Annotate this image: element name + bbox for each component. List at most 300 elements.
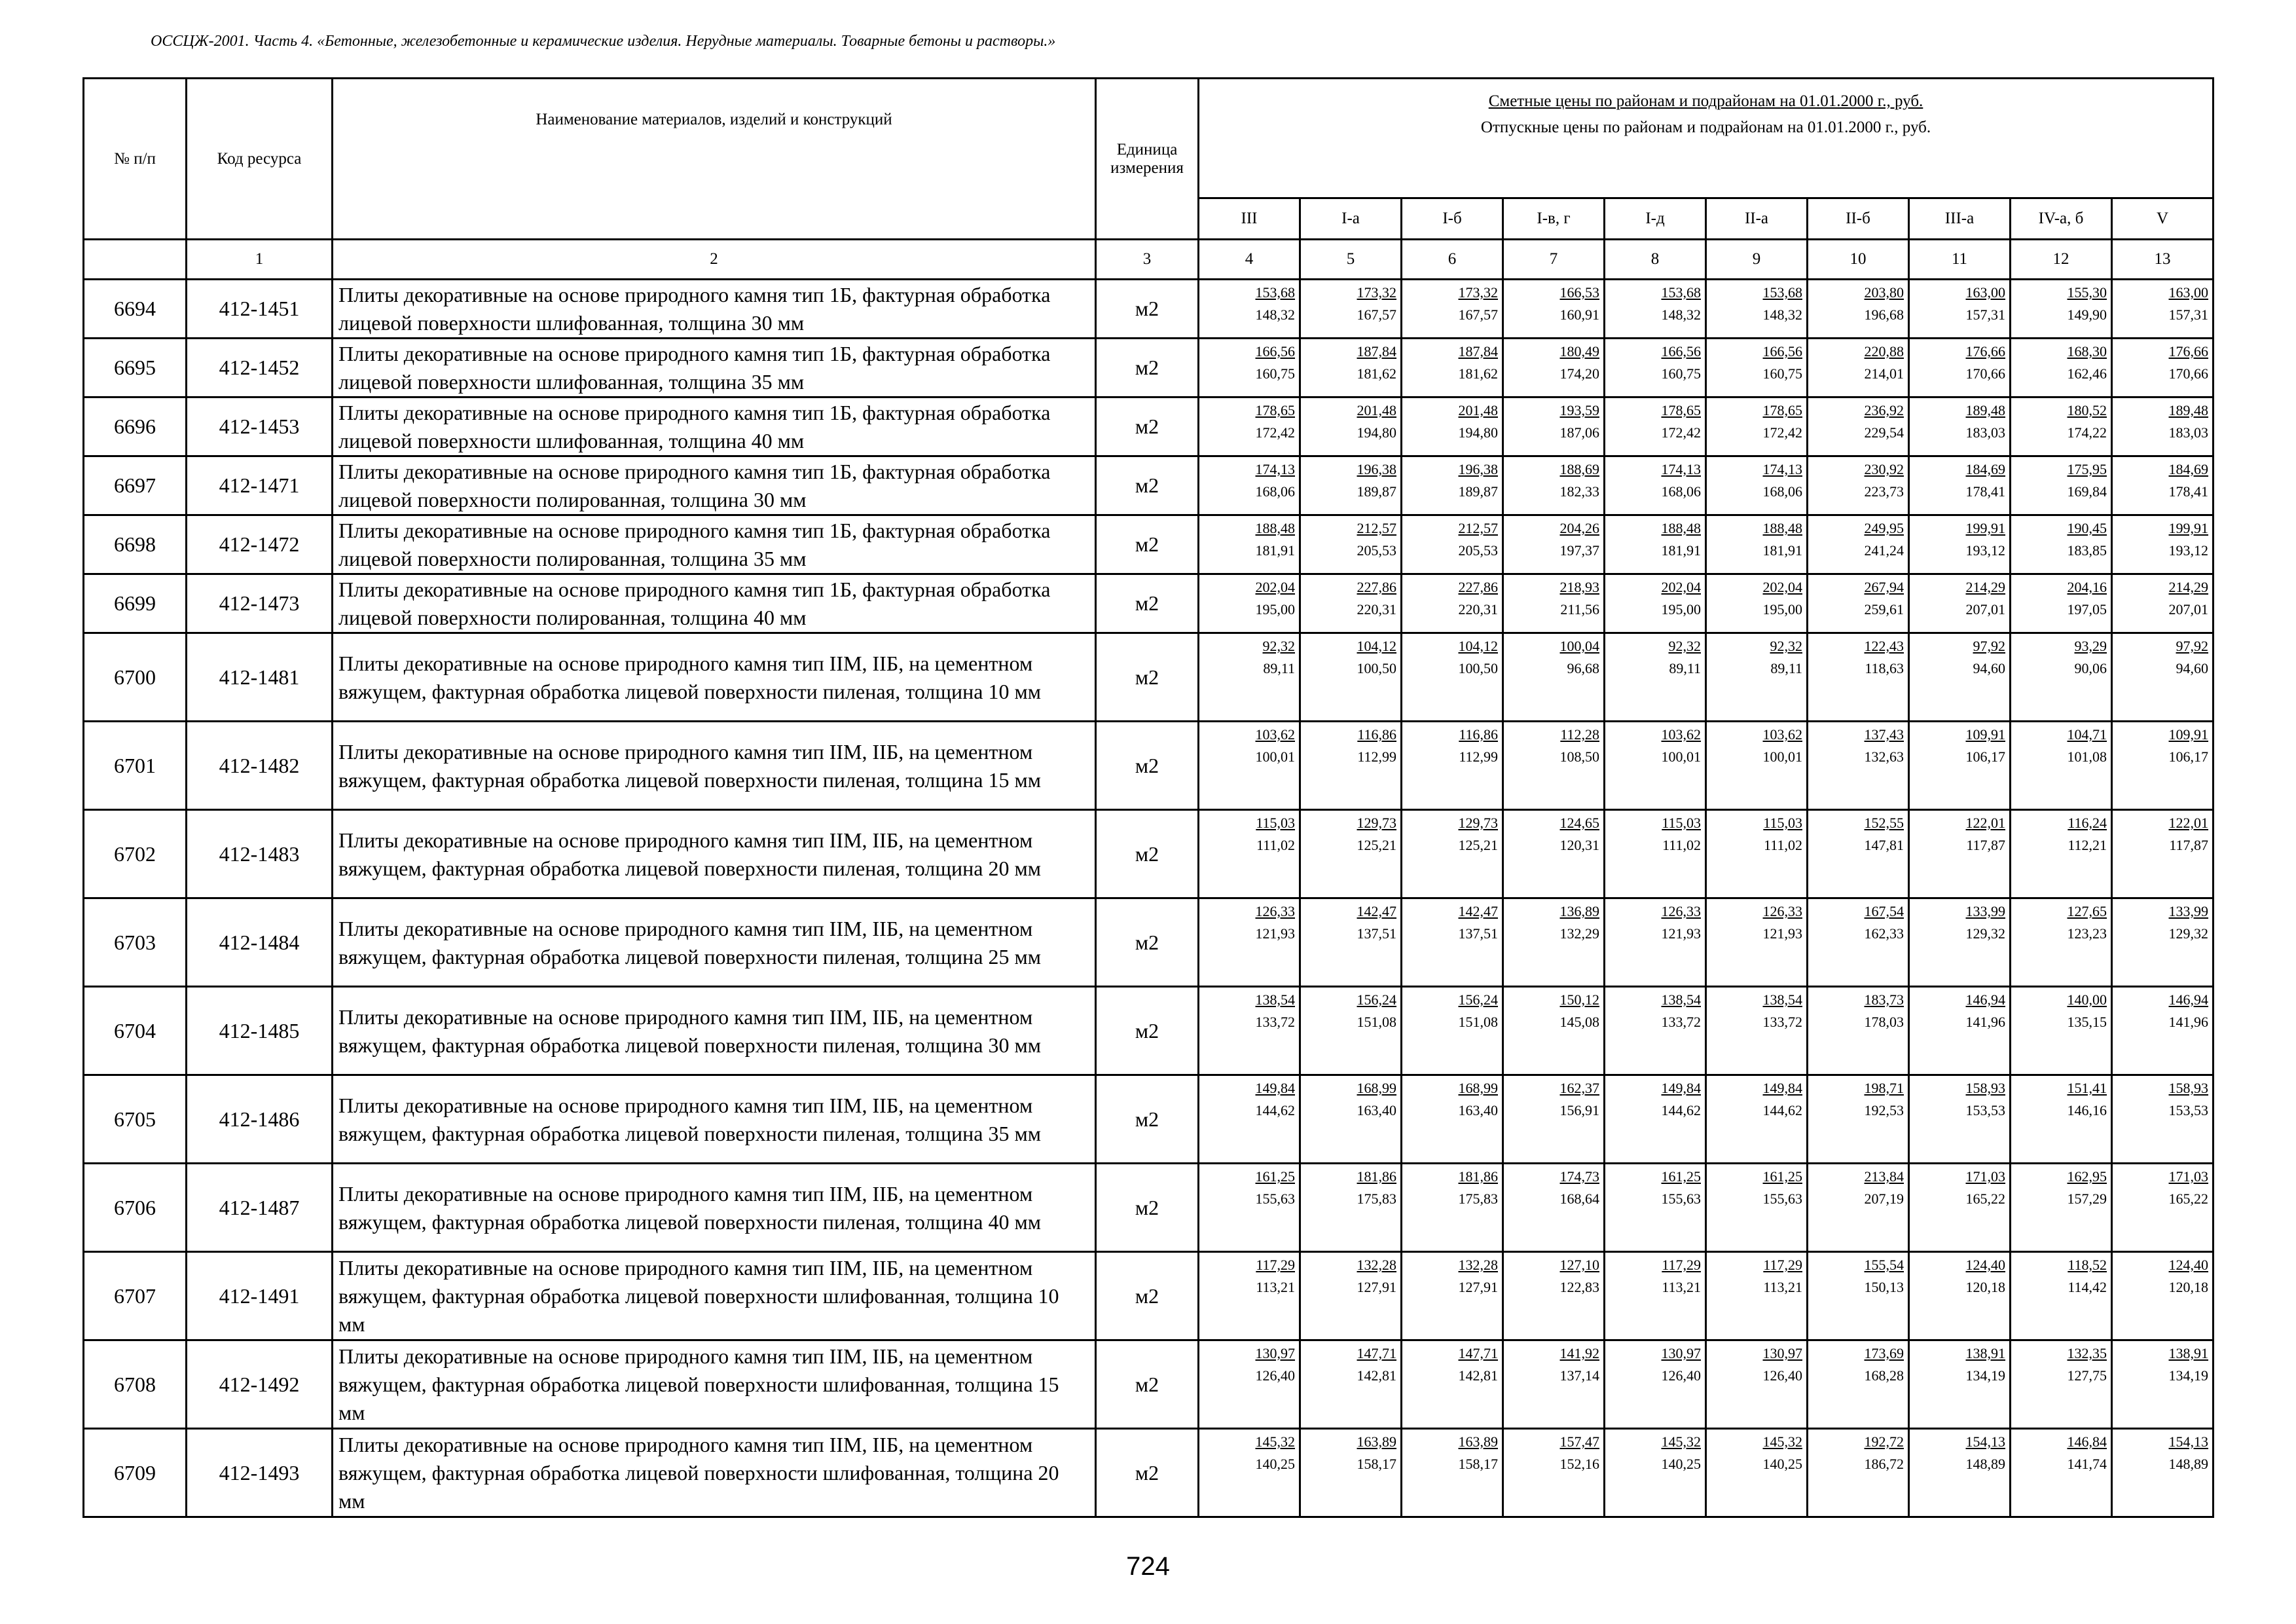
release-price: 148,32 — [1255, 306, 1295, 323]
release-price: 181,91 — [1762, 542, 1802, 559]
column-number: 6 — [1402, 240, 1503, 280]
release-price: 100,50 — [1458, 660, 1498, 676]
estimate-price: 145,32 — [1661, 1433, 1701, 1450]
estimate-price: 104,12 — [1458, 638, 1498, 654]
column-number: 13 — [2112, 240, 2214, 280]
estimate-price: 129,73 — [1357, 815, 1396, 831]
price-cell — [1909, 339, 2011, 397]
release-price: 207,01 — [1965, 601, 2005, 618]
release-price: 207,19 — [1864, 1190, 1904, 1207]
price-cell — [1300, 397, 1402, 456]
release-price: 118,63 — [1865, 660, 1904, 676]
release-price: 140,25 — [1255, 1456, 1295, 1472]
release-price: 207,01 — [2168, 601, 2209, 618]
release-price: 170,66 — [1965, 365, 2005, 382]
estimate-price: 174,13 — [1255, 461, 1295, 477]
row-number: 6701 — [84, 722, 187, 810]
release-price: 155,63 — [1661, 1190, 1701, 1207]
release-price: 195,00 — [1255, 601, 1295, 618]
release-price: 197,37 — [1559, 542, 1599, 559]
price-cell — [1402, 633, 1503, 722]
release-price: 144,62 — [1762, 1102, 1802, 1118]
price-cell — [1605, 1164, 1706, 1252]
price-cell — [1706, 456, 1808, 515]
estimate-price: 161,25 — [1255, 1168, 1295, 1185]
estimate-price: 187,84 — [1458, 343, 1498, 360]
release-price: 106,17 — [1965, 748, 2005, 765]
estimate-price: 145,32 — [1762, 1433, 1802, 1450]
estimate-price: 118,52 — [2068, 1257, 2107, 1273]
release-price: 111,02 — [1256, 837, 1295, 853]
column-number: 3 — [1096, 240, 1199, 280]
release-price: 178,41 — [1965, 483, 2005, 500]
estimate-price: 196,38 — [1458, 461, 1498, 477]
material-name: Плиты декоративные на основе природного камня тип 1Б, фактурная обработка лицевой поверхности полированная, толщина 35 мм — [333, 515, 1096, 574]
estimate-price: 178,65 — [1762, 402, 1802, 418]
price-cell — [1300, 1340, 1402, 1429]
release-price: 187,06 — [1559, 424, 1599, 441]
header-code: Код ресурса — [187, 79, 333, 240]
release-price: 113,21 — [1256, 1279, 1295, 1295]
release-price: 156,91 — [1559, 1102, 1599, 1118]
unit-of-measure: м2 — [1096, 1164, 1199, 1252]
release-price: 133,72 — [1255, 1014, 1295, 1030]
estimate-price: 188,48 — [1255, 520, 1295, 536]
estimate-price: 168,99 — [1458, 1080, 1498, 1096]
price-cell — [1503, 1075, 1605, 1164]
unit-of-measure: м2 — [1096, 987, 1199, 1075]
column-number: 5 — [1300, 240, 1402, 280]
estimate-price: 188,69 — [1559, 461, 1599, 477]
release-price: 113,21 — [1763, 1279, 1802, 1295]
estimate-price: 249,95 — [1864, 520, 1904, 536]
column-number — [84, 240, 187, 280]
price-cell — [2112, 633, 2214, 722]
release-price: 193,12 — [2168, 542, 2209, 559]
estimate-price: 126,33 — [1255, 903, 1295, 919]
estimate-price: 230,92 — [1864, 461, 1904, 477]
estimate-price: 153,68 — [1762, 284, 1802, 301]
estimate-price: 149,84 — [1762, 1080, 1802, 1096]
release-price: 189,87 — [1357, 483, 1396, 500]
price-cell — [2112, 515, 2214, 574]
price-cell — [1199, 633, 1300, 722]
release-price: 89,11 — [1669, 660, 1701, 676]
price-cell — [1706, 633, 1808, 722]
release-price: 149,90 — [2067, 306, 2107, 323]
release-price: 178,03 — [1864, 1014, 1904, 1030]
release-price: 125,21 — [1458, 837, 1498, 853]
resource-code: 412-1481 — [187, 633, 333, 722]
release-price: 108,50 — [1559, 748, 1599, 765]
release-price: 183,85 — [2067, 542, 2107, 559]
table-row — [84, 1075, 2214, 1164]
release-price: 111,02 — [1662, 837, 1701, 853]
price-cell — [2011, 987, 2112, 1075]
header-name: Наименование материалов, изделий и конструкций — [333, 79, 1096, 240]
release-price: 127,91 — [1357, 1279, 1396, 1295]
estimate-price: 174,73 — [1559, 1168, 1599, 1185]
table-row — [84, 339, 2214, 397]
price-cell — [1300, 1164, 1402, 1252]
unit-of-measure: м2 — [1096, 515, 1199, 574]
estimate-price: 212,57 — [1357, 520, 1396, 536]
resource-code: 412-1486 — [187, 1075, 333, 1164]
row-number: 6694 — [84, 280, 187, 339]
price-cell — [1503, 456, 1605, 515]
release-price: 155,63 — [1255, 1190, 1295, 1207]
price-cell — [1706, 515, 1808, 574]
price-cell — [1706, 1252, 1808, 1340]
estimate-price: 184,69 — [2168, 461, 2209, 477]
price-cell — [1605, 574, 1706, 633]
release-price: 100,01 — [1762, 748, 1802, 765]
release-price: 168,06 — [1661, 483, 1701, 500]
unit-of-measure: м2 — [1096, 397, 1199, 456]
price-cell — [1909, 1429, 2011, 1517]
table-row — [84, 397, 2214, 456]
region-header: I-в, г — [1503, 198, 1605, 240]
release-price: 112,99 — [1357, 748, 1396, 765]
estimate-price: 126,33 — [1762, 903, 1802, 919]
release-price: 141,96 — [2168, 1014, 2209, 1030]
estimate-price: 149,84 — [1255, 1080, 1295, 1096]
estimate-price: 122,01 — [2168, 815, 2209, 831]
price-cell — [1909, 574, 2011, 633]
estimate-price: 155,30 — [2067, 284, 2107, 301]
release-price: 147,81 — [1864, 837, 1904, 853]
price-cell — [1605, 810, 1706, 898]
release-price: 137,51 — [1357, 925, 1396, 942]
release-price: 178,41 — [2168, 483, 2209, 500]
price-cell — [1605, 280, 1706, 339]
estimate-price: 149,84 — [1661, 1080, 1701, 1096]
estimate-price: 133,99 — [2168, 903, 2209, 919]
price-cell — [2112, 898, 2214, 987]
estimate-price: 168,30 — [2067, 343, 2107, 360]
release-price: 121,93 — [1762, 925, 1802, 942]
estimate-price: 173,69 — [1864, 1345, 1904, 1361]
price-cell — [1300, 456, 1402, 515]
estimate-price: 181,86 — [1458, 1168, 1498, 1185]
release-price: 120,18 — [2168, 1279, 2209, 1295]
release-price: 183,03 — [2168, 424, 2209, 441]
unit-of-measure: м2 — [1096, 280, 1199, 339]
unit-of-measure: м2 — [1096, 633, 1199, 722]
price-cell — [2011, 1340, 2112, 1429]
estimate-price: 202,04 — [1255, 579, 1295, 595]
price-cell — [1706, 1429, 1808, 1517]
price-cell — [1503, 1340, 1605, 1429]
row-number: 6704 — [84, 987, 187, 1075]
estimate-price: 153,68 — [1255, 284, 1295, 301]
price-cell — [1402, 1252, 1503, 1340]
resource-code: 412-1482 — [187, 722, 333, 810]
release-price: 135,15 — [2067, 1014, 2107, 1030]
unit-of-measure: м2 — [1096, 339, 1199, 397]
estimate-price: 175,95 — [2067, 461, 2107, 477]
region-header: III — [1199, 198, 1300, 240]
estimate-price: 92,32 — [1262, 638, 1295, 654]
resource-code: 412-1491 — [187, 1252, 333, 1340]
estimate-price: 213,84 — [1864, 1168, 1904, 1185]
release-price: 120,18 — [1965, 1279, 2005, 1295]
release-price: 181,62 — [1357, 365, 1396, 382]
release-price: 181,91 — [1255, 542, 1295, 559]
estimate-price: 115,03 — [1763, 815, 1802, 831]
estimate-price: 176,66 — [1965, 343, 2005, 360]
estimate-price: 201,48 — [1357, 402, 1396, 418]
estimate-price: 138,54 — [1762, 991, 1802, 1008]
price-cell — [2011, 1252, 2112, 1340]
price-cell — [1808, 810, 1909, 898]
column-number: 10 — [1808, 240, 1909, 280]
estimate-price: 184,69 — [1965, 461, 2005, 477]
price-cell — [1706, 1075, 1808, 1164]
estimate-price: 156,24 — [1458, 991, 1498, 1008]
material-name: Плиты декоративные на основе природного камня тип IIМ, IIБ, на цементном вяжущем, фактурная обработка лицевой поверхности пиленая, толщина 10 мм — [333, 633, 1096, 722]
estimate-price: 171,03 — [1965, 1168, 2005, 1185]
price-cell — [1402, 810, 1503, 898]
estimate-price: 227,86 — [1357, 579, 1396, 595]
price-cell — [1909, 633, 2011, 722]
estimate-price: 174,13 — [1762, 461, 1802, 477]
price-cell — [1402, 574, 1503, 633]
unit-of-measure: м2 — [1096, 898, 1199, 987]
estimate-price: 166,56 — [1762, 343, 1802, 360]
price-cell — [2112, 810, 2214, 898]
estimate-price: 156,24 — [1357, 991, 1396, 1008]
estimate-price: 146,94 — [2168, 991, 2209, 1008]
release-price: 170,66 — [2168, 365, 2209, 382]
price-cell — [1503, 987, 1605, 1075]
release-price: 106,17 — [2168, 748, 2209, 765]
release-price: 129,32 — [2168, 925, 2209, 942]
estimate-price: 93,29 — [2074, 638, 2107, 654]
release-price: 144,62 — [1255, 1102, 1295, 1118]
estimate-price: 157,47 — [1559, 1433, 1599, 1450]
price-cell — [1199, 1075, 1300, 1164]
estimate-price: 167,54 — [1864, 903, 1904, 919]
release-price: 160,75 — [1661, 365, 1701, 382]
price-cell — [1199, 722, 1300, 810]
material-name: Плиты декоративные на основе природного камня тип IIМ, IIБ, на цементном вяжущем, фактурная обработка лицевой поверхности пиленая, толщина 30 мм — [333, 987, 1096, 1075]
resource-code: 412-1483 — [187, 810, 333, 898]
estimate-price: 166,56 — [1661, 343, 1701, 360]
estimate-price: 202,04 — [1762, 579, 1802, 595]
material-name: Плиты декоративные на основе природного камня тип 1Б, фактурная обработка лицевой поверхности шлифованная, толщина 35 мм — [333, 339, 1096, 397]
release-price: 259,61 — [1864, 601, 1904, 618]
row-number: 6705 — [84, 1075, 187, 1164]
estimate-price: 176,66 — [2168, 343, 2209, 360]
estimate-price: 168,99 — [1357, 1080, 1396, 1096]
estimate-price: 153,68 — [1661, 284, 1701, 301]
table-row — [84, 456, 2214, 515]
row-number: 6707 — [84, 1252, 187, 1340]
release-price: 181,62 — [1458, 365, 1498, 382]
release-price: 100,50 — [1357, 660, 1396, 676]
release-price: 165,22 — [2168, 1190, 2209, 1207]
resource-code: 412-1493 — [187, 1429, 333, 1517]
price-cell — [2112, 1429, 2214, 1517]
release-price: 194,80 — [1357, 424, 1396, 441]
estimate-price: 124,40 — [2168, 1257, 2209, 1273]
release-price: 220,31 — [1458, 601, 1498, 618]
price-cell — [1706, 280, 1808, 339]
price-cell — [1605, 515, 1706, 574]
column-number: 1 — [187, 240, 333, 280]
column-number: 11 — [1909, 240, 2011, 280]
price-cell — [1808, 1164, 1909, 1252]
column-number: 8 — [1605, 240, 1706, 280]
price-cell — [1605, 339, 1706, 397]
running-title: ОССЦЖ-2001. Часть 4. «Бетонные, железобетонные и керамические изделия. Нерудные материалы. Товарные бетоны и растворы.» — [151, 33, 1056, 50]
release-price: 165,22 — [1965, 1190, 2005, 1207]
estimate-price: 150,12 — [1559, 991, 1599, 1008]
price-cell — [1402, 280, 1503, 339]
price-cell — [1503, 574, 1605, 633]
estimate-price: 147,71 — [1357, 1345, 1396, 1361]
estimate-price: 151,41 — [2067, 1080, 2107, 1096]
price-cell — [1503, 280, 1605, 339]
release-price: 214,01 — [1864, 365, 1904, 382]
estimate-price: 188,48 — [1762, 520, 1802, 536]
price-cell — [1199, 810, 1300, 898]
price-cell — [1808, 898, 1909, 987]
region-header: V — [2112, 198, 2214, 240]
estimate-price: 137,43 — [1864, 726, 1904, 743]
estimate-price: 163,00 — [1965, 284, 2005, 301]
estimate-price: 163,89 — [1357, 1433, 1396, 1450]
row-number: 6708 — [84, 1340, 187, 1429]
price-cell — [1605, 633, 1706, 722]
release-price: 157,31 — [2168, 306, 2209, 323]
region-header: IV-а, б — [2011, 198, 2112, 240]
price-cell — [1605, 397, 1706, 456]
estimate-price: 117,29 — [1763, 1257, 1802, 1273]
price-cell — [1706, 722, 1808, 810]
estimate-price: 155,54 — [1864, 1257, 1904, 1273]
table-row — [84, 810, 2214, 898]
price-cell — [1605, 722, 1706, 810]
estimate-price: 97,92 — [2176, 638, 2209, 654]
estimate-price: 199,91 — [1965, 520, 2005, 536]
release-price: 126,40 — [1255, 1367, 1295, 1384]
price-cell — [2112, 339, 2214, 397]
estimate-price: 173,32 — [1357, 284, 1396, 301]
price-cell — [1402, 722, 1503, 810]
estimate-price: 218,93 — [1559, 579, 1599, 595]
estimate-price: 201,48 — [1458, 402, 1498, 418]
column-number: 4 — [1199, 240, 1300, 280]
release-price: 172,42 — [1255, 424, 1295, 441]
price-cell — [1300, 898, 1402, 987]
estimate-price: 132,28 — [1458, 1257, 1498, 1273]
material-name: Плиты декоративные на основе природного камня тип IIМ, IIБ, на цементном вяжущем, фактурная обработка лицевой поверхности пиленая, толщина 20 мм — [333, 810, 1096, 898]
release-price: 183,03 — [1965, 424, 2005, 441]
estimate-price: 132,28 — [1357, 1257, 1396, 1273]
estimate-price: 103,62 — [1255, 726, 1295, 743]
release-price: 89,11 — [1770, 660, 1802, 676]
release-price: 150,13 — [1864, 1279, 1904, 1295]
price-cell — [1808, 574, 1909, 633]
estimate-price: 142,47 — [1357, 903, 1396, 919]
row-number: 6702 — [84, 810, 187, 898]
estimate-price: 103,62 — [1661, 726, 1701, 743]
release-price: 172,42 — [1661, 424, 1701, 441]
release-price: 101,08 — [2067, 748, 2107, 765]
material-name: Плиты декоративные на основе природного камня тип IIМ, IIБ, на цементном вяжущем, фактурная обработка лицевой поверхности пиленая, толщина 40 мм — [333, 1164, 1096, 1252]
estimate-price: 173,32 — [1458, 284, 1498, 301]
release-price: 140,25 — [1661, 1456, 1701, 1472]
estimate-price: 124,40 — [1965, 1257, 2005, 1273]
release-price: 141,96 — [1965, 1014, 2005, 1030]
release-price: 117,87 — [1966, 837, 2005, 853]
region-header: I-а — [1300, 198, 1402, 240]
release-price: 134,19 — [2168, 1367, 2209, 1384]
release-price: 114,42 — [2068, 1279, 2107, 1295]
estimate-price: 158,93 — [1965, 1080, 2005, 1096]
material-name: Плиты декоративные на основе природного камня тип IIМ, IIБ, на цементном вяжущем, фактурная обработка лицевой поверхности шлифованная, толщина 15 мм — [333, 1340, 1096, 1429]
price-cell — [2011, 810, 2112, 898]
release-price: 111,02 — [1764, 837, 1802, 853]
price-cell — [1909, 810, 2011, 898]
table-row — [84, 898, 2214, 987]
price-cell — [1808, 280, 1909, 339]
price-cell — [2112, 1164, 2214, 1252]
price-cell — [1706, 987, 1808, 1075]
estimate-price: 166,56 — [1255, 343, 1295, 360]
estimate-price: 188,48 — [1661, 520, 1701, 536]
estimate-price: 109,91 — [2168, 726, 2209, 743]
estimate-price: 180,49 — [1559, 343, 1599, 360]
release-price: 158,17 — [1458, 1456, 1498, 1472]
column-number: 12 — [2011, 240, 2112, 280]
estimate-price: 138,91 — [1965, 1345, 2005, 1361]
release-price: 132,63 — [1864, 748, 1904, 765]
release-price: 141,74 — [2067, 1456, 2107, 1472]
estimate-price: 174,13 — [1661, 461, 1701, 477]
price-cell — [1605, 456, 1706, 515]
estimate-price: 214,29 — [2168, 579, 2209, 595]
release-price: 148,89 — [1965, 1456, 2005, 1472]
price-cell — [1503, 339, 1605, 397]
estimate-price: 214,29 — [1965, 579, 2005, 595]
release-price: 162,46 — [2067, 365, 2107, 382]
estimate-price: 267,94 — [1864, 579, 1904, 595]
row-number: 6703 — [84, 898, 187, 987]
estimate-price: 163,89 — [1458, 1433, 1498, 1450]
price-cell — [1199, 898, 1300, 987]
price-cell — [1605, 987, 1706, 1075]
estimate-price: 127,10 — [1559, 1257, 1599, 1273]
release-price: 205,53 — [1458, 542, 1498, 559]
resource-code: 412-1485 — [187, 987, 333, 1075]
estimate-price: 100,04 — [1559, 638, 1599, 654]
price-cell — [1199, 280, 1300, 339]
estimate-price: 162,95 — [2067, 1168, 2107, 1185]
price-cell — [2112, 397, 2214, 456]
row-number: 6695 — [84, 339, 187, 397]
region-header: II-а — [1706, 198, 1808, 240]
estimate-price: 138,54 — [1661, 991, 1701, 1008]
row-number: 6699 — [84, 574, 187, 633]
unit-of-measure: м2 — [1096, 456, 1199, 515]
estimate-price: 140,00 — [2067, 991, 2107, 1008]
price-cell — [1199, 1340, 1300, 1429]
release-price: 211,56 — [1560, 601, 1599, 618]
row-number: 6696 — [84, 397, 187, 456]
